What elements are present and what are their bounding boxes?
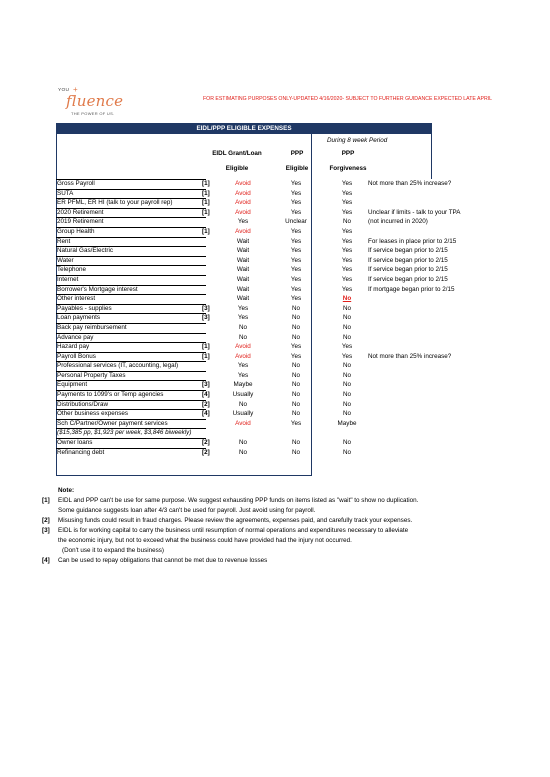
- footnote-ref: [1]: [202, 208, 210, 216]
- ppp-forgiveness-cell: No: [342, 410, 352, 418]
- table-row: [56, 227, 432, 237]
- row-note: If service began prior to 2/15: [368, 256, 448, 264]
- expense-item-label: Hazard pay: [57, 343, 90, 351]
- footnote-ref: [1]: [202, 343, 210, 351]
- expense-item-label: Sch C/Partner/Owner payment services: [57, 419, 168, 427]
- col-ppp-header-1: PPP: [290, 150, 304, 157]
- footnote-ref: [2]: [202, 448, 210, 456]
- expense-item-label: ($15,385 pp, $1,923 per week, $3,846 biweekly): [57, 429, 192, 437]
- row-note: Not more than 25% increase?: [368, 352, 452, 360]
- eidl-eligible-cell: Usually: [232, 391, 254, 399]
- note-1-line-2: Some guidance suggests loan after 4/3 can't be used for payroll. Just avoid using for payroll.: [58, 507, 316, 514]
- ppp-forgiveness-cell: Yes: [341, 352, 353, 360]
- table-row: [56, 371, 432, 381]
- ppp-eligible-cell: No: [291, 323, 301, 331]
- expense-item-label: Payments to 1099's or Temp agencies: [57, 391, 164, 399]
- row-note: If service began prior to 2/15: [368, 247, 448, 255]
- table-row: [56, 323, 432, 333]
- ppp-forgiveness-cell: No: [342, 439, 352, 447]
- table-row: [56, 265, 448, 275]
- table-row: [56, 380, 432, 390]
- eidl-eligible-cell: Avoid: [235, 227, 251, 235]
- expense-item-label: Personal Property Taxes: [57, 371, 126, 379]
- eidl-eligible-cell: Wait: [236, 295, 250, 303]
- ppp-eligible-cell: Yes: [290, 275, 302, 283]
- ppp-eligible-cell: Yes: [290, 247, 302, 255]
- expense-item-label: SUTA: [57, 189, 74, 197]
- eidl-eligible-cell: Wait: [236, 237, 250, 245]
- ppp-eligible-cell: No: [291, 304, 301, 312]
- expense-item-label: Equipment: [57, 381, 88, 389]
- eidl-eligible-cell: Maybe: [233, 381, 253, 389]
- eidl-eligible-cell: Wait: [236, 275, 250, 283]
- footnote-ref: [2]: [202, 439, 210, 447]
- ppp-forgiveness-cell: No: [342, 371, 352, 379]
- ppp-eligible-cell: No: [291, 410, 301, 418]
- expense-item-label: Gross Payroll: [57, 180, 95, 187]
- row-note: Not more than 25% increase?: [368, 180, 452, 187]
- ppp-forgiveness-cell: No: [342, 295, 352, 303]
- estimate-disclaimer: FOR ESTIMATING PURPOSES ONLY-UPDATED 4/16/2020- SUBJECT TO FURTHER GUIDANCE EXPECTED LATE APRIL: [203, 96, 493, 102]
- ppp-forgiveness-cell: No: [342, 400, 352, 408]
- footnote-ref: [1]: [202, 227, 210, 235]
- footnote-ref: [202, 217, 216, 227]
- table-row: [56, 390, 432, 400]
- logo-wordmark: fluence: [66, 92, 124, 110]
- ppp-forgiveness-cell: Yes: [341, 189, 353, 197]
- table-row: [56, 246, 448, 256]
- ppp-eligible-cell: Yes: [290, 199, 302, 207]
- ppp-eligible-cell: [271, 428, 321, 438]
- ppp-forgiveness-cell: Yes: [341, 256, 353, 264]
- eidl-eligible-cell: No: [238, 448, 248, 456]
- footnote-ref: [1]: [202, 180, 210, 187]
- eidl-eligible-cell: Avoid: [235, 352, 251, 360]
- col-forgiveness-header-1: PPP: [341, 150, 355, 157]
- eidl-eligible-cell: Avoid: [235, 343, 251, 351]
- table-row: [56, 448, 432, 458]
- eidl-eligible-cell: Avoid: [235, 208, 251, 216]
- expense-item-label: Internet: [57, 275, 79, 283]
- row-note: If service began prior to 2/15: [368, 275, 448, 283]
- ppp-forgiveness-cell: Yes: [341, 237, 353, 245]
- ppp-forgiveness-cell: Yes: [341, 227, 353, 235]
- ppp-eligible-cell: Yes: [290, 180, 302, 187]
- ppp-eligible-cell: Yes: [290, 285, 302, 293]
- eidl-eligible-cell: Avoid: [235, 199, 251, 207]
- table-row: [56, 237, 457, 247]
- ppp-forgiveness-cell: No: [342, 333, 352, 341]
- eidl-eligible-cell: Wait: [236, 247, 250, 255]
- note-4: [42, 556, 512, 566]
- row-note: (not incurred in 2020): [368, 218, 428, 226]
- eidl-eligible-cell: Avoid: [235, 419, 251, 427]
- eidl-eligible-cell: Wait: [236, 266, 250, 274]
- table-row: [56, 409, 432, 419]
- table-row: [56, 179, 452, 189]
- expense-item-label: Distributions/Draw: [57, 400, 109, 408]
- table-row: [56, 313, 432, 323]
- ppp-eligible-cell: No: [291, 314, 301, 322]
- expense-item-label: 2020 Retirement: [57, 208, 104, 216]
- eidl-eligible-cell: No: [238, 439, 248, 447]
- expense-item-label: Borrower's Mortgage interest: [57, 285, 138, 293]
- ppp-forgiveness-cell: [324, 428, 370, 438]
- col-eidl-header-2: Eligible: [225, 165, 249, 172]
- ppp-eligible-cell: Yes: [290, 189, 302, 197]
- ppp-forgiveness-cell: Maybe: [337, 419, 357, 427]
- note-3-line-3: (Don't use it to expand the business): [62, 547, 165, 554]
- table-row: [56, 428, 432, 438]
- ppp-eligible-cell: No: [291, 400, 301, 408]
- expense-item-label: Payroll Bonus: [57, 352, 96, 360]
- eidl-eligible-cell: Usually: [232, 410, 254, 418]
- table-row: [56, 256, 448, 266]
- ppp-forgiveness-cell: Yes: [341, 180, 353, 187]
- footnote-ref: [202, 265, 216, 275]
- footnote-ref: [202, 419, 216, 429]
- table-title: EIDL/PPP ELIGIBLE EXPENSES: [56, 123, 432, 134]
- footnote-ref: [4]: [202, 410, 210, 418]
- table-body: [56, 179, 461, 457]
- table-row: [56, 275, 448, 285]
- ppp-eligible-cell: No: [291, 391, 301, 399]
- footnote-ref: [3]: [202, 314, 210, 322]
- ppp-eligible-cell: Yes: [290, 352, 302, 360]
- eidl-eligible-cell: No: [238, 323, 248, 331]
- ppp-forgiveness-cell: No: [342, 381, 352, 389]
- footnote-ref: [4]: [202, 391, 210, 399]
- ppp-eligible-cell: No: [291, 439, 301, 447]
- ppp-forgiveness-cell: No: [342, 391, 352, 399]
- ppp-eligible-cell: Yes: [290, 295, 302, 303]
- logo-tagline: THE POWER OF US.: [71, 111, 115, 116]
- table-header: [56, 134, 432, 179]
- note-3-line-1: EIDL is for working capital to carry the business until resumption of normal operations and expenditures necessary to alleviate: [58, 527, 409, 534]
- note-1: [42, 496, 512, 516]
- eligible-expenses-table: [56, 123, 461, 457]
- table-row: [56, 333, 432, 343]
- eidl-eligible-cell: Wait: [236, 285, 250, 293]
- eidl-eligible-cell: Yes: [237, 218, 249, 226]
- ppp-forgiveness-cell: Yes: [341, 208, 353, 216]
- notes-heading: Note:: [58, 487, 75, 494]
- ppp-eligible-cell: No: [291, 371, 301, 379]
- note-4-line-1: Can be used to repay obligations that cannot be met due to revenue losses: [58, 557, 268, 564]
- table-row: [56, 438, 432, 448]
- note-2-line-1: Misusing funds could result in fraud charges. Please review the agreements, expenses paid, and carefully track your expenses.: [58, 517, 413, 524]
- table-row: [56, 294, 432, 304]
- expense-item-label: Payables - supplies: [57, 304, 112, 312]
- footnote-ref: [202, 275, 216, 285]
- eidl-eligible-cell: Avoid: [235, 180, 251, 187]
- footnote-ref: [202, 323, 216, 333]
- footnote-ref: [202, 371, 216, 381]
- col-ppp-header-2: Eligible: [285, 165, 309, 172]
- footnote-ref: [202, 246, 216, 256]
- expense-item-label: Rent: [57, 237, 71, 245]
- footnote-ref: [202, 428, 216, 438]
- footnote-ref: [202, 237, 216, 247]
- note-2-ref: [2]: [42, 517, 50, 524]
- expense-item-label: ER PFML, ER HI (talk to your payroll rep): [57, 199, 173, 207]
- expense-item-label: Refinancing debt: [57, 448, 105, 456]
- table-row: [56, 285, 455, 295]
- expense-item-label: Advance pay: [57, 333, 94, 341]
- table-row: [56, 361, 432, 371]
- notes-section: [42, 486, 512, 566]
- ppp-eligible-cell: Unclear: [285, 218, 307, 226]
- table-row: [56, 304, 432, 314]
- footnote-ref: [202, 333, 216, 343]
- footnote-ref: [1]: [202, 199, 210, 207]
- ppp-eligible-cell: Yes: [290, 256, 302, 264]
- row-note: Unclear if limits - talk to your TPA: [368, 208, 461, 216]
- expense-item-label: Back pay reimbursement: [57, 323, 127, 331]
- ppp-eligible-cell: Yes: [290, 419, 302, 427]
- ppp-eligible-cell: Yes: [290, 227, 302, 235]
- table-row: [56, 342, 432, 352]
- expense-item-label: Professional services (IT, accounting, legal): [57, 362, 179, 370]
- col-forgiveness-header-2: Forgiveness: [329, 165, 367, 172]
- footnote-ref: [1]: [202, 189, 210, 197]
- eidl-eligible-cell: Yes: [237, 314, 249, 322]
- ppp-eligible-cell: Yes: [290, 343, 302, 351]
- note-4-ref: [4]: [42, 557, 50, 564]
- col-eidl-header-1: EIDL Grant/Loan: [212, 150, 262, 157]
- footnote-ref: [202, 256, 216, 266]
- eidl-eligible-cell: Wait: [236, 256, 250, 264]
- eidl-eligible-cell: Yes: [237, 304, 249, 312]
- table-row: [56, 208, 461, 218]
- note-2: [42, 516, 512, 526]
- note-3-ref: [3]: [42, 527, 50, 534]
- expense-item-label: Other interest: [57, 295, 96, 303]
- footnote-ref: [3]: [202, 381, 210, 389]
- note-3-line-2: the economic injury, but not to exceed what the business could have provided had the injury not occurred.: [58, 537, 352, 544]
- ppp-forgiveness-cell: No: [342, 304, 352, 312]
- footnote-ref: [202, 294, 216, 304]
- table-row: [56, 419, 432, 429]
- ppp-forgiveness-cell: Yes: [341, 343, 353, 351]
- during-period-label: During 8 week Period: [327, 137, 388, 144]
- note-3: [42, 526, 512, 556]
- footnote-ref: [3]: [202, 304, 210, 312]
- eidl-eligible-cell: [218, 428, 268, 438]
- eidl-eligible-cell: Avoid: [235, 189, 251, 197]
- table-row: [56, 189, 432, 199]
- ppp-eligible-cell: No: [291, 362, 301, 370]
- expense-item-label: Natural Gas/Electric: [57, 247, 113, 255]
- row-note: If service began prior to 2/15: [368, 266, 448, 274]
- footnote-ref: [1]: [202, 352, 210, 360]
- eidl-eligible-cell: No: [238, 333, 248, 341]
- logo-plus: +: [73, 85, 78, 94]
- ppp-forgiveness-cell: No: [342, 362, 352, 370]
- footnote-ref: [202, 285, 216, 295]
- ppp-forgiveness-cell: Yes: [341, 266, 353, 274]
- expense-item-label: Group Health: [57, 227, 95, 235]
- company-logo: [58, 86, 128, 122]
- ppp-forgiveness-cell: No: [342, 448, 352, 456]
- expense-item-label: Loan payments: [57, 314, 101, 322]
- ppp-eligible-cell: No: [291, 381, 301, 389]
- row-note: If mortgage began prior to 2/15: [368, 285, 455, 293]
- ppp-eligible-cell: Yes: [290, 237, 302, 245]
- ppp-forgiveness-cell: Yes: [341, 275, 353, 283]
- note-1-line-1: EIDL and PPP can't be use for same purpose. We suggest exhausting PPP funds on items listed as "wait" to show no duplication.: [58, 497, 419, 504]
- footnote-ref: [202, 361, 216, 371]
- ppp-forgiveness-cell: No: [342, 218, 352, 226]
- table-row: [56, 198, 432, 208]
- expense-item-label: Other business expenses: [57, 410, 129, 418]
- ppp-forgiveness-cell: No: [342, 323, 352, 331]
- table-row: [56, 217, 432, 227]
- ppp-forgiveness-cell: Yes: [341, 285, 353, 293]
- expense-item-label: Owner loans: [57, 439, 93, 447]
- table-row: [56, 352, 452, 362]
- table-row: [56, 400, 432, 410]
- expense-item-label: Telephone: [57, 266, 87, 274]
- ppp-forgiveness-cell: No: [342, 314, 352, 322]
- ppp-eligible-cell: No: [291, 448, 301, 456]
- ppp-eligible-cell: No: [291, 333, 301, 341]
- row-note: For leases in place prior to 2/15: [368, 237, 457, 245]
- eidl-eligible-cell: Yes: [237, 371, 249, 379]
- ppp-forgiveness-cell: Yes: [341, 247, 353, 255]
- expense-item-label: 2019 Retirement: [57, 218, 104, 226]
- note-1-ref: [1]: [42, 497, 50, 504]
- ppp-forgiveness-cell: Yes: [341, 199, 353, 207]
- expense-item-label: Water: [57, 256, 74, 264]
- footnote-ref: [2]: [202, 400, 210, 408]
- ppp-eligible-cell: Yes: [290, 208, 302, 216]
- eidl-eligible-cell: No: [238, 400, 248, 408]
- logo-you-text: YOU: [58, 88, 70, 93]
- eidl-eligible-cell: Yes: [237, 362, 249, 370]
- ppp-eligible-cell: Yes: [290, 266, 302, 274]
